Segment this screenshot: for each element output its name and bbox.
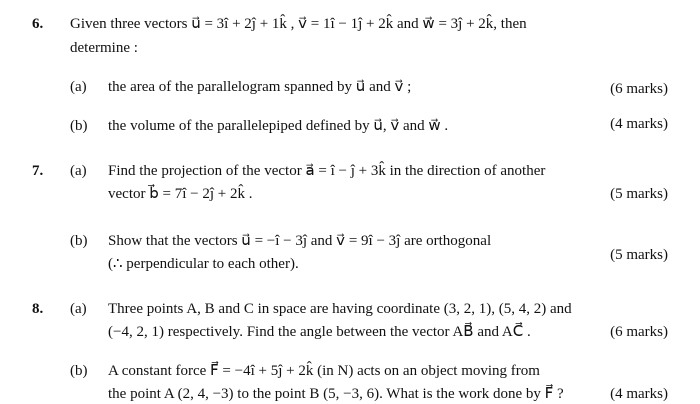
question-7b-label: (b) [70, 233, 88, 249]
question-8b-label: (b) [70, 363, 88, 379]
question-7a-marks: (5 marks) [610, 186, 668, 202]
question-7a-label: (a) [70, 163, 87, 179]
question-6b-label: (b) [70, 118, 88, 134]
question-8-number: 8. [32, 301, 44, 317]
question-8b-line2: the point A (2, 4, −3) to the point B (5, −3, 6). What is the work done by F⃗ ? [108, 386, 564, 402]
question-8a-marks: (6 marks) [610, 324, 668, 340]
question-6b-marks: (4 marks) [610, 116, 668, 132]
question-7b-line2: (∴ perpendicular to each other). [108, 256, 299, 272]
question-7b-marks: (5 marks) [610, 247, 668, 263]
question-6a-label: (a) [70, 79, 87, 95]
question-7b-line1: Show that the vectors u⃗ = −î − 3ĵ and v⃗ = 9î − 3ĵ are orthogonal [108, 233, 492, 249]
question-8a-label: (a) [70, 301, 87, 317]
question-8b-marks: (4 marks) [610, 386, 668, 402]
question-6-stem-line1: Given three vectors u⃗ = 3î + 2ĵ + 1k̂ , v⃗ = 1î − 1ĵ + 2k̂ and w⃗ = 3ĵ + 2k̂, then [70, 16, 527, 32]
question-8a-line1: Three points A, B and C in space are having coordinate (3, 2, 1), (5, 4, 2) and [108, 301, 572, 317]
question-8a-line2: (−4, 2, 1) respectively. Find the angle between the vector AB⃗ and AC⃗ . [108, 324, 531, 340]
question-7-number: 7. [32, 163, 44, 179]
question-6a-marks: (6 marks) [610, 81, 668, 97]
question-7a-line1: Find the projection of the vector a⃗ = î − ĵ + 3k̂ in the direction of another [108, 163, 546, 179]
question-6b-text: the volume of the parallelepiped defined by u⃗, v⃗ and w⃗ . [108, 118, 449, 134]
question-6a-text: the area of the parallelogram spanned by u⃗ and v⃗ ; [108, 79, 412, 95]
question-6-number: 6. [32, 16, 44, 32]
question-8b-line1: A constant force F⃗ = −4î + 5ĵ + 2k̂ (in N) acts on an object moving from [108, 363, 540, 379]
question-7a-line2: vector b⃗ = 7î − 2ĵ + 2k̂ . [108, 186, 253, 202]
question-6-stem-line2: determine : [70, 40, 138, 56]
